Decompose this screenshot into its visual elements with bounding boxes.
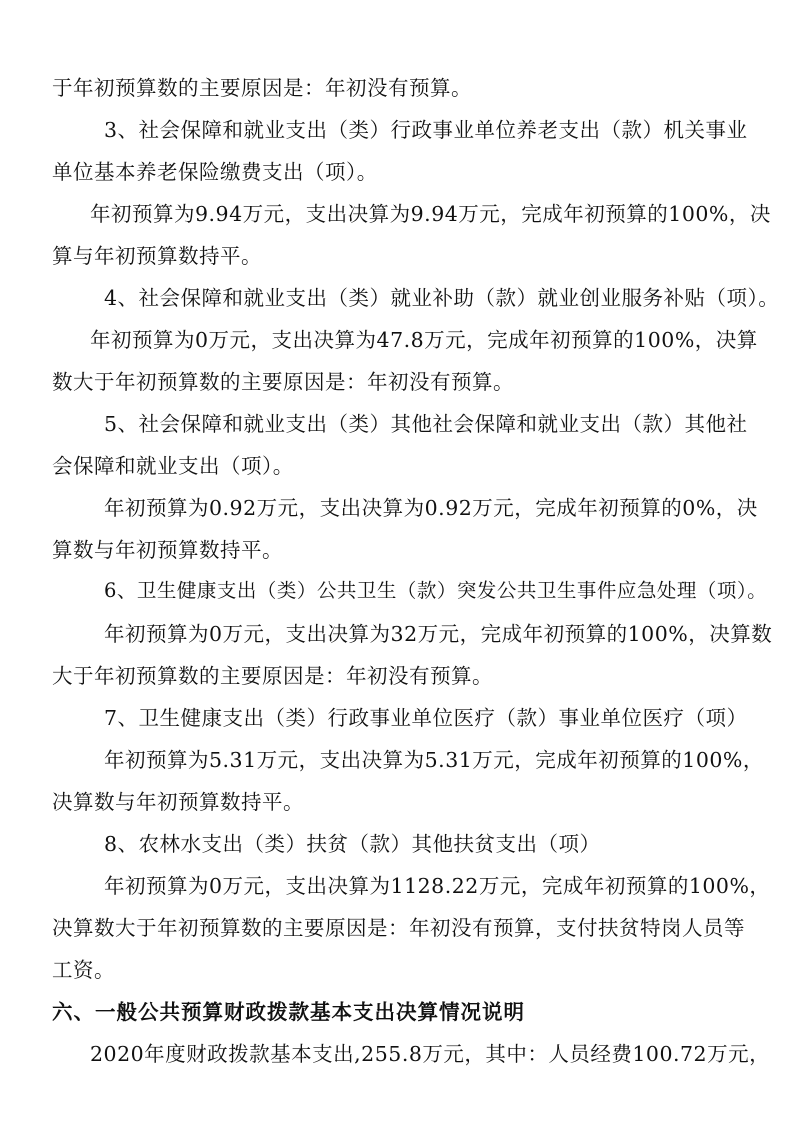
item-heading: 7、卫生健康支出（类）行政事业单位医疗（款）事业单位医疗（项） [104, 705, 748, 730]
item-heading: 3、社会保障和就业支出（类）行政事业单位养老支出（款）机关事业 [104, 117, 748, 142]
paragraph-line: 数大于年初预算数的主要原因是：年初没有预算。 [52, 369, 514, 394]
paragraph-line: 年初预算为5.31万元，支出决算为5.31万元，完成年初预算的100%， [104, 747, 764, 772]
paragraph-line: 大于年初预算数的主要原因是：年初没有预算。 [52, 663, 493, 688]
item-heading: 5、社会保障和就业支出（类）其他社会保障和就业支出（款）其他社 [104, 411, 748, 436]
paragraph-line: 算与年初预算数持平。 [52, 243, 262, 268]
item-heading: 6、卫生健康支出（类）公共卫生（款）突发公共卫生事件应急处理（项）。 [104, 578, 768, 602]
paragraph-line: 决算数大于年初预算数的主要原因是：年初没有预算，支付扶贫特岗人员等 [52, 915, 745, 940]
item-heading: 4、社会保障和就业支出（类）就业补助（款）就业创业服务补贴（项）。 [104, 285, 780, 310]
item-heading: 8、农林水支出（类）扶贫（款）其他扶贫支出（项） [104, 831, 601, 856]
paragraph-line: 2020年度财政拨款基本支出,255.8万元，其中：人员经费100.72万元， [90, 1041, 771, 1066]
paragraph-line: 工资。 [52, 957, 115, 982]
paragraph-line: 年初预算为0万元，支出决算为1128.22万元，完成年初预算的100%， [104, 873, 771, 898]
paragraph-line: 年初预算为0万元，支出决算为32万元，完成年初预算的100%，决算数 [104, 621, 773, 646]
paragraph-line: 年初预算为0万元，支出决算为47.8万元，完成年初预算的100%，决算 [90, 327, 758, 352]
paragraph-line: 算数与年初预算数持平。 [52, 537, 283, 562]
paragraph-line: 年初预算为9.94万元，支出决算为9.94万元，完成年初预算的100%，决 [90, 201, 771, 226]
paragraph-line: 年初预算为0.92万元，支出决算为0.92万元，完成年初预算的0%，决 [104, 495, 758, 520]
paragraph-line: 于年初预算数的主要原因是：年初没有预算。 [52, 75, 472, 100]
item-heading: 单位基本养老保险缴费支出（项）。 [52, 159, 378, 184]
paragraph-line: 决算数与年初预算数持平。 [52, 789, 304, 814]
item-heading: 会保障和就业支出（项）。 [52, 453, 294, 478]
section-heading: 六、一般公共预算财政拨款基本支出决算情况说明 [52, 999, 525, 1024]
